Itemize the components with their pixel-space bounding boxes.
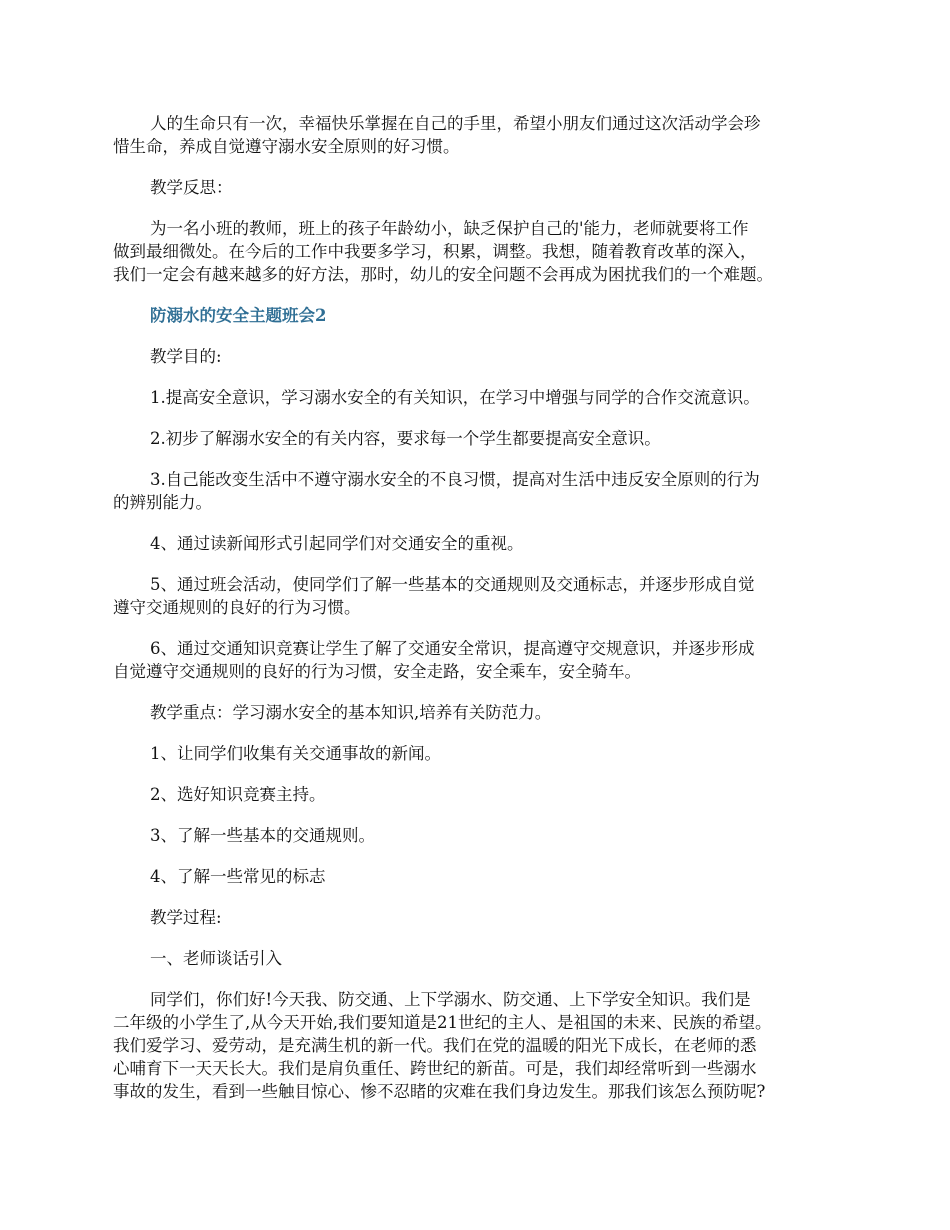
paragraph-objectives-label: 教学目的: [150, 347, 222, 366]
objective-item-1: 1.提高安全意识，学习溺水安全的有关知识，在学习中增强与同学的合作交流意识。 [150, 388, 760, 407]
section-heading: 防溺水的安全主题班会2 [150, 306, 327, 325]
prep-item-2: 2、选好知识竞赛主持。 [150, 785, 326, 804]
paragraph-reflection-label: 教学反思： [150, 178, 233, 197]
objective-item-2: 2.初步了解溺水安全的有关内容，要求每一个学生都要提高安全意识。 [150, 429, 661, 448]
objective-item-6: 6、通过交通知识竞赛让学生了解了交通安全常识，提高遵守交规意识，并逐步形成 自觉遵守交通规则的良好的行为习惯，安全走路，安全乘车，安全骑车。 [113, 639, 755, 681]
objective-item-4: 4、通过读新闻形式引起同学们对交通安全的重视。 [150, 534, 524, 553]
paragraph-teacher-talk: 同学们，你们好!今天我、防交通、上下学溺水、防交通、上下学安全知识。我们是 二年级的小学生了,从今天开始,我们要知道是21世纪的主人、是祖国的未来、民族的希望。 我们爱学习、爱劳动，是充满生机的新一代。我们在党的温暖的阳光下成长，在老师的悉 心哺育下一天天长大。我们是肩负重任、跨世纪的新苗。可是，我们却经常听到一些溺水 事故的发生，看到一些触目惊心、惨不忍睹的灾难在我们身边发生。那我们该怎么预防呢? [113, 990, 772, 1101]
paragraph-key-points: 教学重点：学习溺水安全的基本知识,培养有关防范力。 [150, 703, 552, 722]
objective-item-5: 5、通过班会活动，使同学们了解一些基本的交通规则及交通标志，并逐步形成自觉 遵守交通规则的良好的行为习惯。 [113, 575, 755, 617]
document-page [113, 112, 850, 1121]
prep-item-4: 4、了解一些常见的标志 [150, 867, 326, 886]
paragraph-closing: 人的生命只有一次，幸福快乐掌握在自己的手里，希望小朋友们通过这次活动学会珍 惜生命，养成自觉遵守溺水安全原则的好习惯。 [113, 114, 761, 156]
paragraph-step-one: 一、老师谈话引入 [150, 949, 282, 968]
prep-item-1: 1、让同学们收集有关交通事故的新闻。 [150, 744, 441, 763]
prep-item-3: 3、了解一些基本的交通规则。 [150, 826, 375, 845]
paragraph-reflection: 为一名小班的教师，班上的孩子年龄幼小，缺乏保护自己的'能力，老师就要将工作 做到最细微处。在今后的工作中我要多学习，积累，调整。我想，随着教育改革的深入， 我们一定会有越来越多的好方法，那时，幼儿的安全问题不会再成为困扰我们的一个难题。 [113, 219, 773, 284]
paragraph-process-label: 教学过程: [150, 908, 222, 927]
objective-item-3: 3.自己能改变生活中不遵守溺水安全的不良习惯，提高对生活中违反安全原则的行为 的辨别能力。 [113, 470, 760, 512]
